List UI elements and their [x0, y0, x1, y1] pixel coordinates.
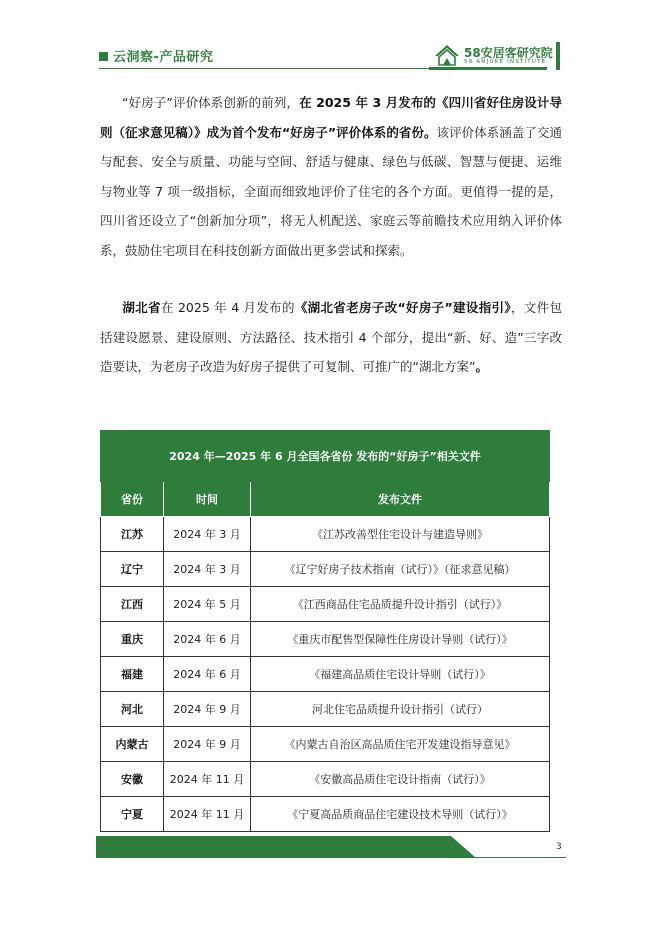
- cell-time: 2024 年 11 月: [164, 762, 251, 797]
- section-title: 云洞察-产品研究: [113, 50, 214, 65]
- cell-province: 重庆: [101, 622, 164, 657]
- para2-document-title: 《湖北省老房子改“好房子”建设指引》: [294, 300, 511, 315]
- table-row: [101, 622, 550, 657]
- para1-text-a: “好房子”评价体系创新的前列，: [122, 95, 300, 110]
- table-row: [101, 797, 550, 832]
- cell-time: 2024 年 9 月: [164, 692, 251, 727]
- cell-time: 2024 年 3 月: [164, 517, 251, 552]
- table-row: [101, 762, 550, 797]
- cell-province: 安徽: [101, 762, 164, 797]
- cell-time: 2024 年 5 月: [164, 587, 251, 622]
- table-row: [101, 552, 550, 587]
- para2-province: 湖北省: [122, 300, 161, 315]
- cell-time: 2024 年 6 月: [164, 622, 251, 657]
- cell-document: 《福建高品质住宅设计导则（试行）》: [251, 657, 550, 692]
- col-header-time: 时间: [164, 482, 251, 517]
- logo-text-cn: 58安居客研究院: [464, 46, 553, 60]
- header-vertical-bar: [556, 42, 560, 70]
- paragraph-hubei: [100, 293, 562, 382]
- col-header-province: 省份: [101, 482, 164, 517]
- page-header: [0, 0, 662, 80]
- brand-logo: [434, 42, 552, 68]
- cell-province: 江苏: [101, 517, 164, 552]
- cell-province: 宁夏: [101, 797, 164, 832]
- header-rule: [99, 68, 429, 69]
- cell-document: 《宁夏高品质商品住宅建设技术导则（试行）》: [251, 797, 550, 832]
- table-row: [101, 587, 550, 622]
- footer-green-band: [96, 836, 476, 858]
- para1-highlight: 在 2025 年 3 月发布的《四川省好住房设计导则（征求意见稿）》成为首个发布“好房子”评价体系的省份。: [100, 95, 562, 140]
- cell-document: 《重庆市配售型保障性住房设计导则（试行）》: [251, 622, 550, 657]
- table-row: [101, 692, 550, 727]
- footer-rule: [96, 857, 566, 858]
- cell-document: 河北住宅品质提升设计指引（试行）: [251, 692, 550, 727]
- cell-document: 《辽宁好房子技术指南（试行）》（征求意见稿）: [251, 552, 550, 587]
- page-number: 3: [556, 842, 562, 852]
- para2-period: 。: [475, 359, 488, 374]
- house-logo-icon: [434, 44, 460, 66]
- cell-time: 2024 年 3 月: [164, 552, 251, 587]
- cell-province: 福建: [101, 657, 164, 692]
- col-header-document: 发布文件: [251, 482, 550, 517]
- para2-text-b: ，文件包括建设愿景、建设原则、方法路径、技术指引 4 个部分，提出“新、好、造”三字改造要诀，为老房子改造为好房子提供了可复制、可推广的“湖北方案”: [100, 300, 562, 374]
- cell-document: 《江西商品住宅品质提升设计指引（试行）》: [251, 587, 550, 622]
- table-row: [101, 517, 550, 552]
- cell-document: 《内蒙古自治区高品质住宅开发建设指导意见》: [251, 727, 550, 762]
- table-row: [101, 657, 550, 692]
- policy-documents-table: [100, 430, 550, 832]
- header-marker: [99, 52, 108, 61]
- cell-province: 河北: [101, 692, 164, 727]
- logo-text-en: 58 ANJUKE INSTITUTE: [464, 59, 547, 65]
- para1-text-b: 该评价体系涵盖了交通与配套、安全与质量、功能与空间、舒适与健康、绿色与低碳、智慧与便捷、运维与物业等 7 项一级指标，全面而细致地评价了住宅的各个方面。更值得一提的是，四川省还设立了“创新加分项”，将无人机配送、家庭云等前瞻技术应用纳入评价体系，鼓励住宅项目在科技创新方面做出更多尝试和探索。: [100, 124, 562, 258]
- cell-province: 辽宁: [101, 552, 164, 587]
- cell-time: 2024 年 6 月: [164, 657, 251, 692]
- cell-document: 《安徽高品质住宅设计指南（试行）》: [251, 762, 550, 797]
- para2-text-a: 在 2025 年 4 月发布的: [160, 300, 295, 315]
- cell-document: 《江苏改善型住宅设计与建造导则》: [251, 517, 550, 552]
- cell-time: 2024 年 11 月: [164, 797, 251, 832]
- cell-time: 2024 年 9 月: [164, 727, 251, 762]
- cell-province: 江西: [101, 587, 164, 622]
- cell-province: 内蒙古: [101, 727, 164, 762]
- table-caption: 2024 年—2025 年 6 月全国各省份 发布的“好房子”相关文件: [101, 431, 550, 482]
- table-row: [101, 727, 550, 762]
- paragraph-sichuan: [100, 88, 562, 265]
